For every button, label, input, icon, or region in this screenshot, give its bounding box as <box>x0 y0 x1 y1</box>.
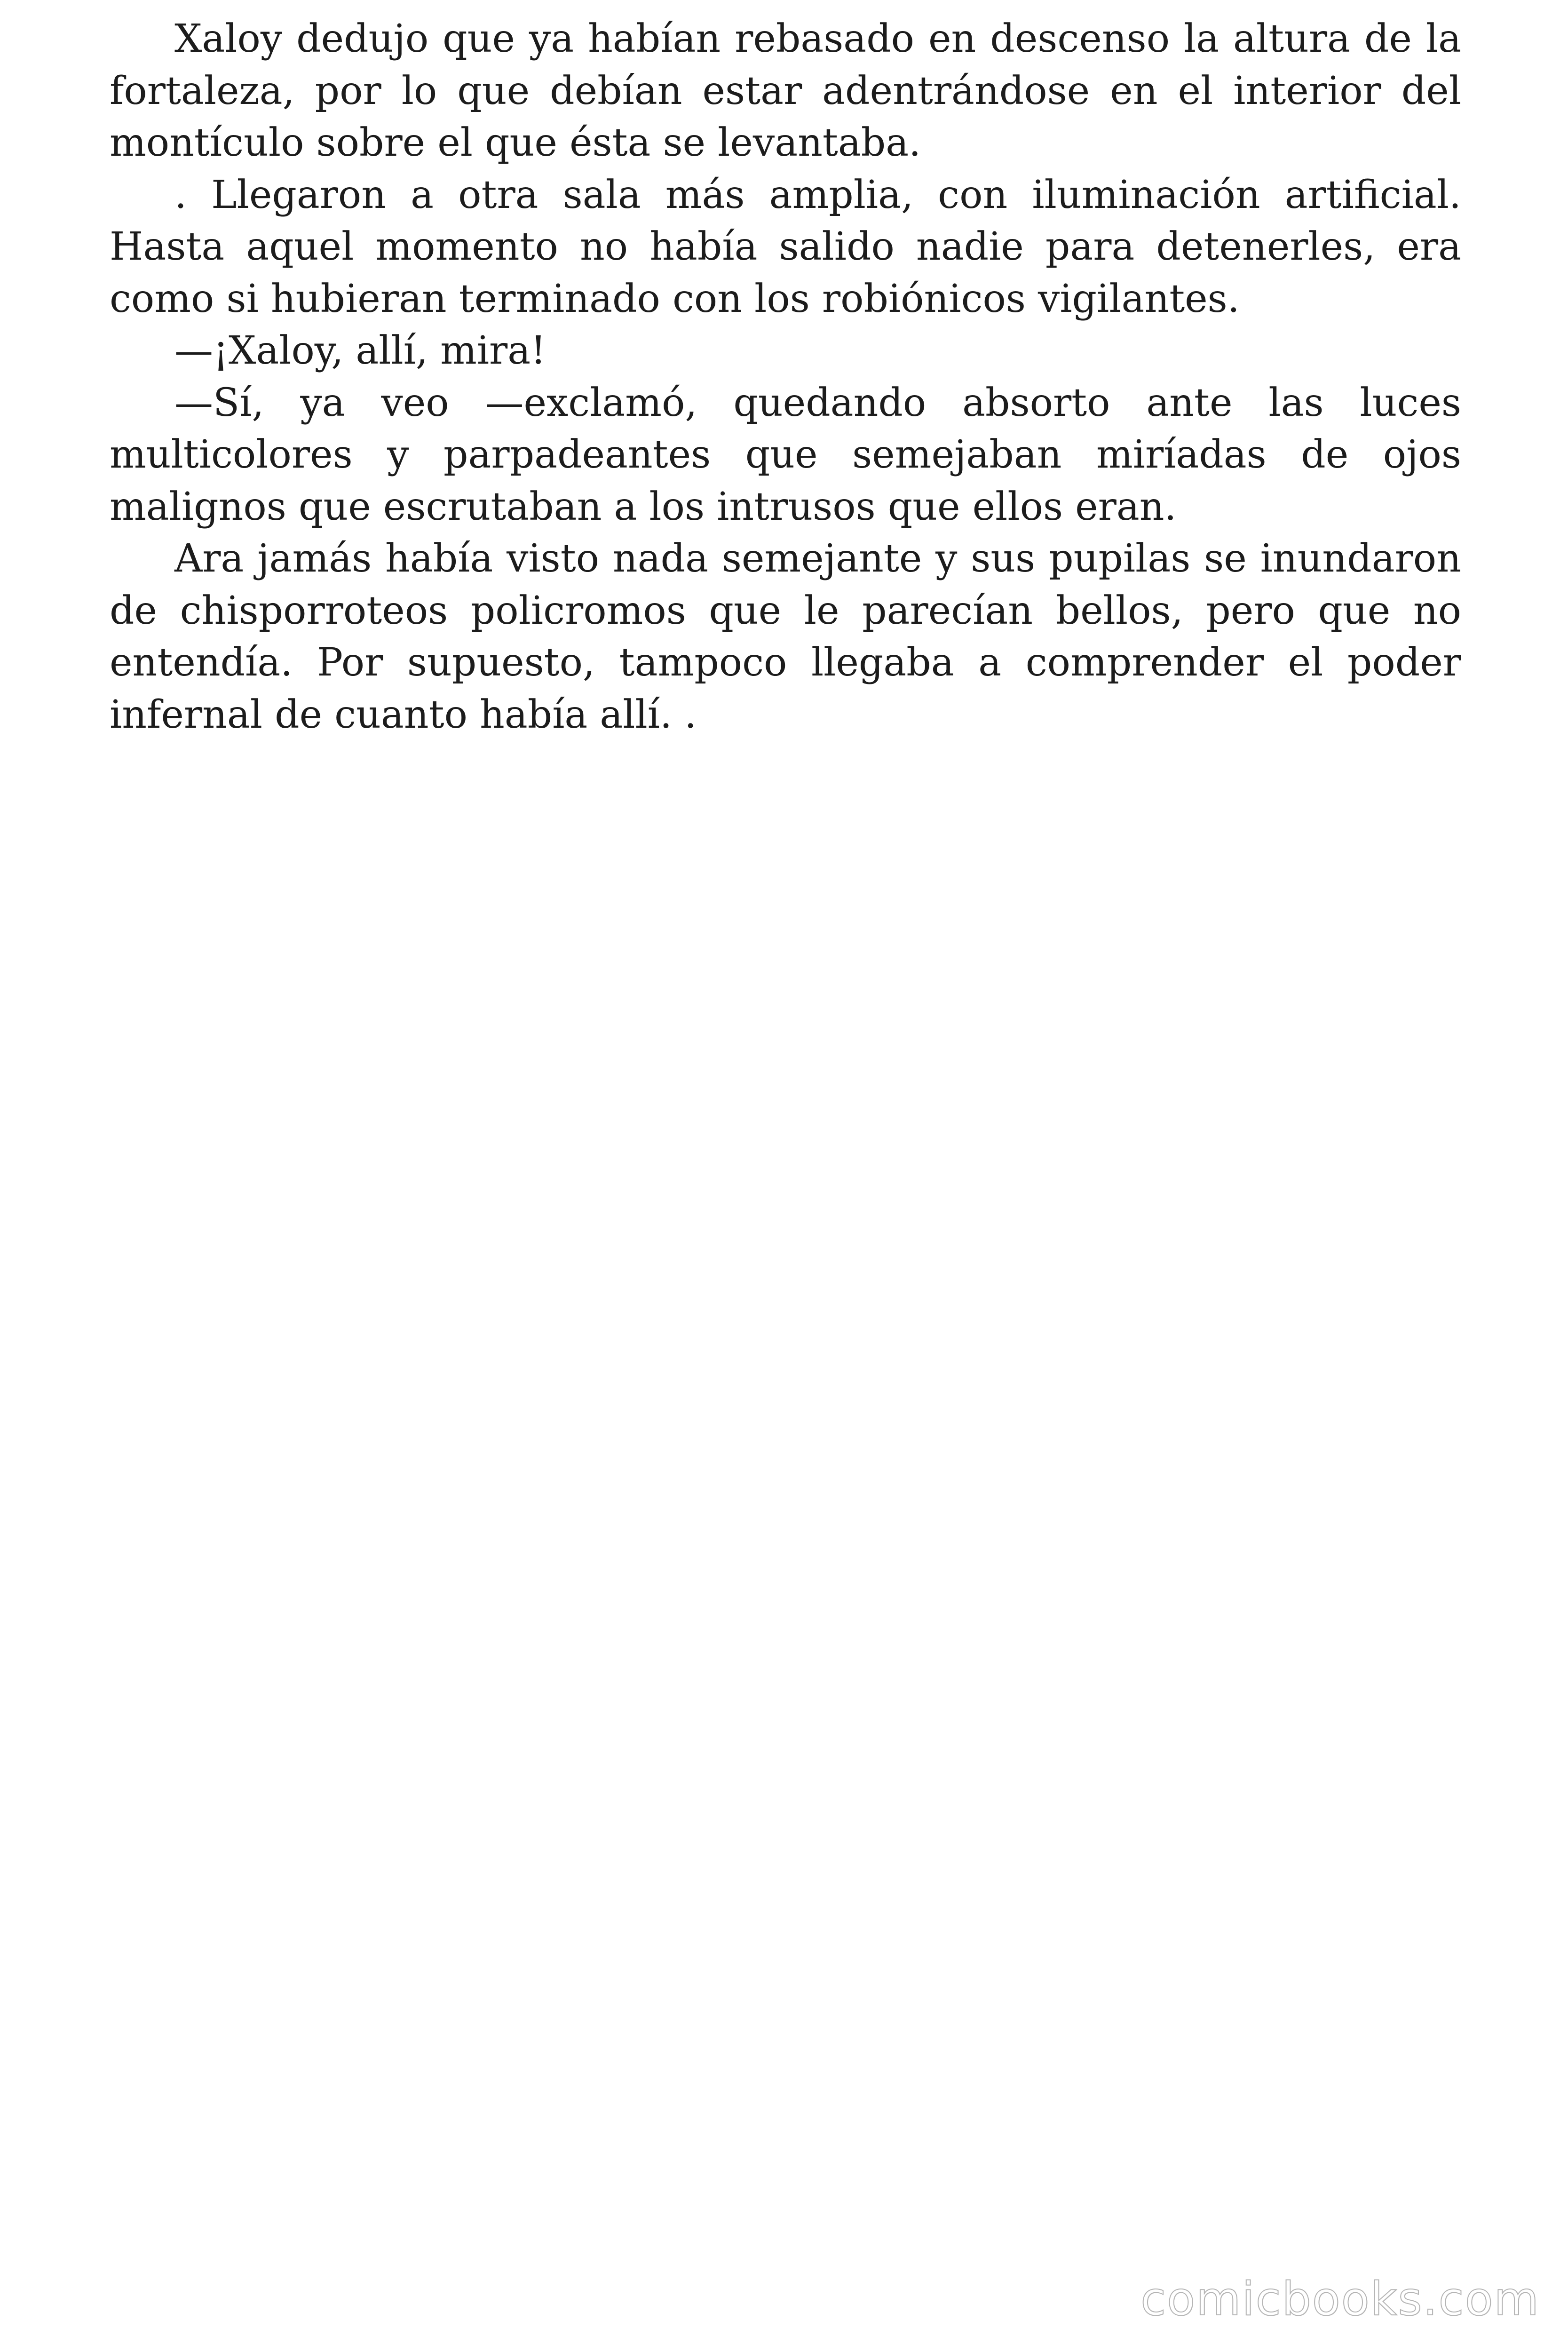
paragraph-3: —¡Xaloy, allí, mira! <box>174 328 546 373</box>
paragraph-4: —Sí, ya veo —exclamó, quedando absorto ante las luces multicolores y parpadeantes que semejaban miríadas de ojos malignos que escrutaban a los intrusos que ellos eran. <box>110 380 1461 529</box>
watermark: comicbooks.com <box>1140 2273 1540 2326</box>
paragraph-5: Ara jamás había visto nada semejante y sus pupilas se inundaron de chisporroteos policromos que le parecían bellos, pero que no entendía. Por supuesto, tampoco llegaba a comprender el poder infernal de cuanto había allí. . <box>110 536 1461 737</box>
text-body <box>110 13 1461 741</box>
paragraph-2: . Llegaron a otra sala más amplia, con iluminación artificial. Hasta aquel momento no había salido nadie para detenerles, era como si hubieran terminado con los robiónicos vigilantes. <box>110 172 1461 321</box>
paragraph-1: Xaloy dedujo que ya habían rebasado en descenso la altura de la fortaleza, por lo que debían estar adentrándose en el interior del montículo sobre el que ésta se levantaba. <box>110 16 1461 165</box>
